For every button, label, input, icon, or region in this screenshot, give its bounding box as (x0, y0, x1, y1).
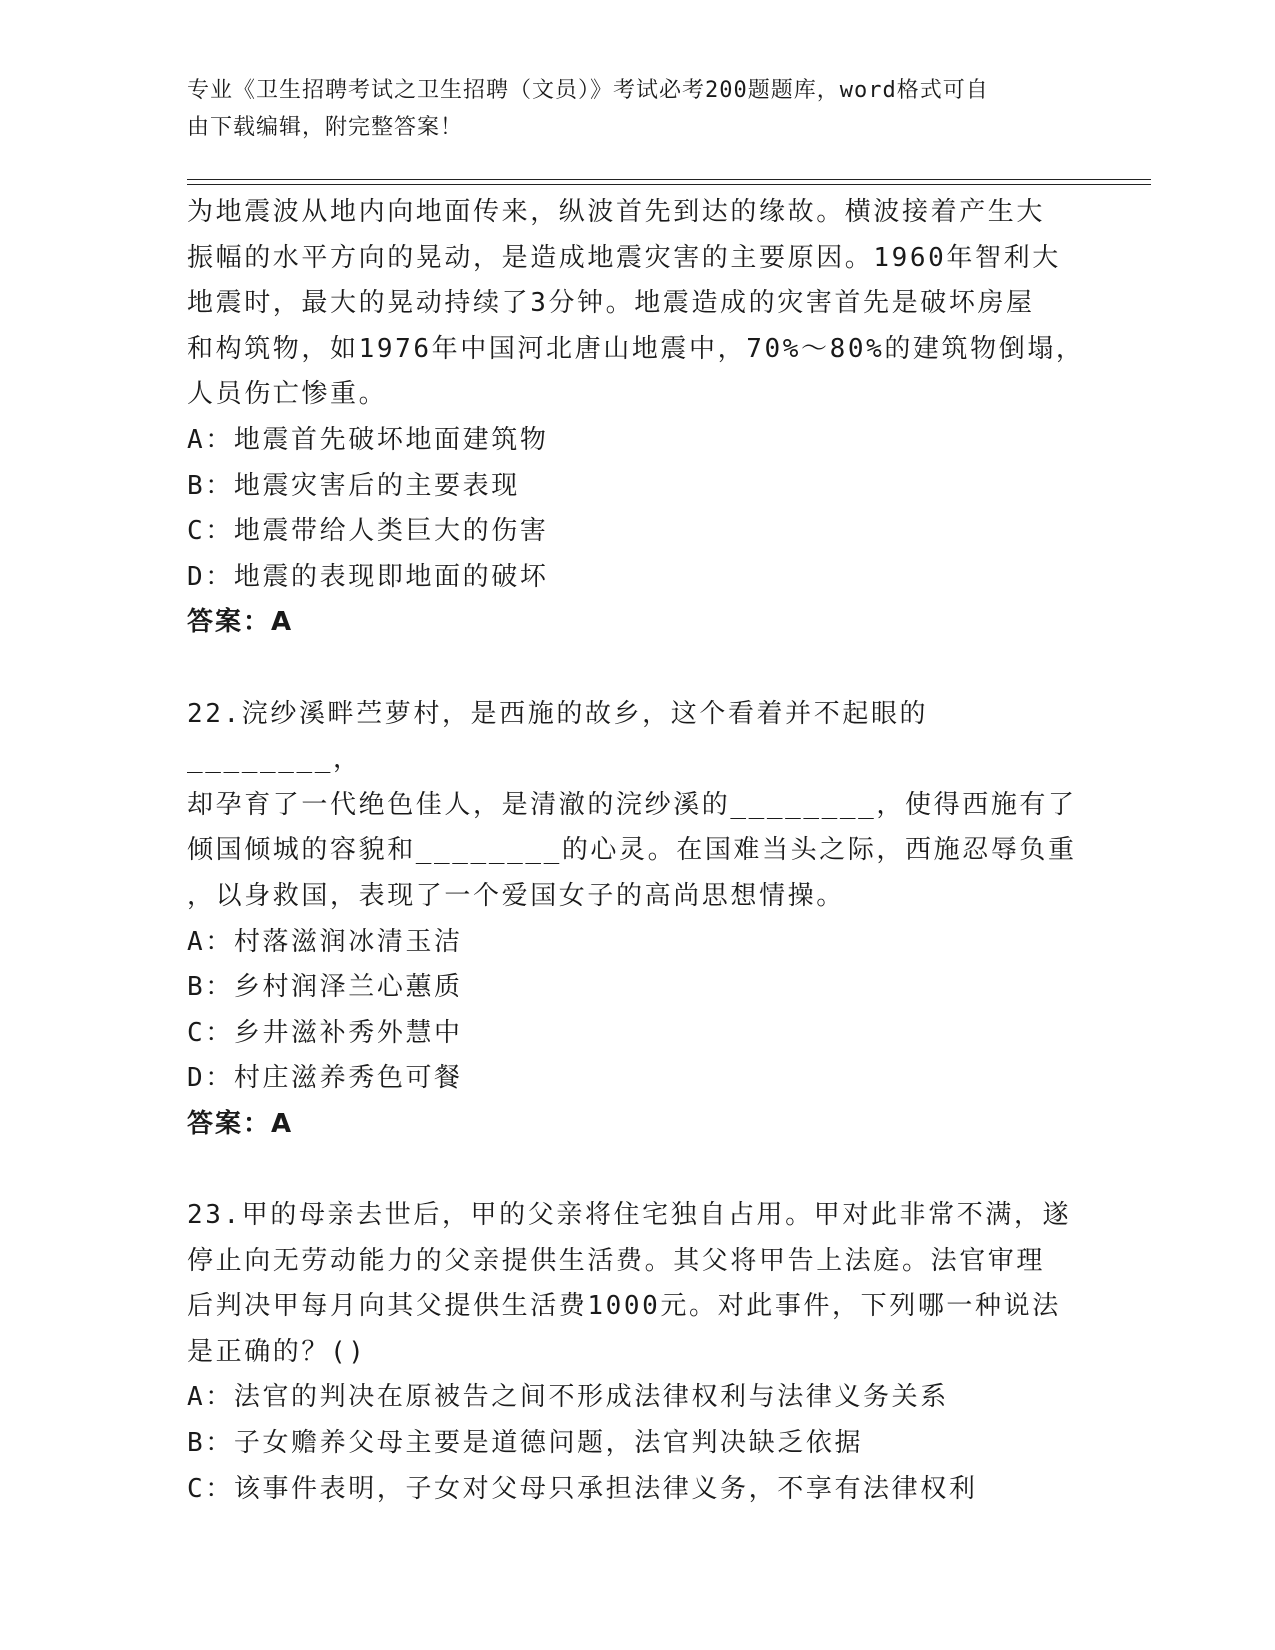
document-body (187, 190, 1087, 1512)
spacer (187, 646, 1087, 692)
header-title-line-2: 由下载编辑，附完整答案！ (187, 115, 464, 140)
option-c: C：乡井滋补秀外慧中 (187, 1017, 463, 1048)
option-b: B：乡村润泽兰心蕙质 (187, 972, 463, 1003)
question-text-line: 倾国倾城的容貌和________的心灵。在国难当头之际，西施忍辱负重 (187, 835, 1077, 866)
question-23 (187, 1193, 1087, 1512)
document-header (187, 72, 1067, 146)
question-text-line: 却孕育了一代绝色佳人，是清澈的浣纱溪的________，使得西施有了 (187, 789, 1077, 820)
question-text-line: 停止向无劳动能力的父亲提供生活费。其父将甲告上法庭。法官审理 (187, 1245, 1046, 1276)
question-text-line: 为地震波从地内向地面传来，纵波首先到达的缘故。横波接着产生大 (187, 197, 1046, 227)
question-text-line: 人员伤亡惨重。 (187, 379, 388, 410)
header-divider-bottom (187, 184, 1151, 185)
option-b: B：子女赡养父母主要是道德问题，法官判决缺乏依据 (187, 1428, 864, 1459)
question-text-line: 后判决甲每月向其父提供生活费1000元。对此事件，下列哪一种说法 (187, 1291, 1061, 1322)
header-title-line-1: 专业《卫生招聘考试之卫生招聘（文员）》考试必考200题题库，word格式可自 (187, 78, 989, 103)
question-text-line: 是正确的？() (187, 1336, 367, 1367)
answer-label: 答案：A (187, 1108, 294, 1139)
option-a: A：法官的判决在原被告之间不形成法律权利与法律义务关系 (187, 1382, 949, 1413)
question-text-line: ，以身救国，表现了一个爱国女子的高尚思想情操。 (187, 880, 845, 911)
option-a: A：村落滋润冰清玉洁 (187, 926, 463, 957)
option-d: D：地震的表现即地面的破坏 (187, 561, 549, 592)
option-a: A：地震首先破坏地面建筑物 (187, 424, 549, 455)
question-text-line: 22.浣纱溪畔苎萝村，是西施的故乡，这个看着并不起眼的________， (187, 698, 929, 775)
question-22 (187, 692, 1087, 1148)
spacer (187, 1147, 1087, 1193)
question-text-line: 和构筑物，如1976年中国河北唐山地震中，70%～80%的建筑物倒塌， (187, 333, 1085, 364)
option-b: B：地震灾害后的主要表现 (187, 470, 520, 501)
question-text-line: 地震时，最大的晃动持续了3分钟。地震造成的灾害首先是破坏房屋 (187, 288, 1035, 319)
answer-label: 答案：A (187, 607, 294, 638)
option-c: C：地震带给人类巨大的伤害 (187, 516, 549, 547)
option-c: C：该事件表明，子女对父母只承担法律义务，不享有法律权利 (187, 1473, 978, 1504)
question-text-line: 振幅的水平方向的晃动，是造成地震灾害的主要原因。1960年智利大 (187, 242, 1061, 273)
header-divider-top (187, 179, 1151, 180)
question-text-line: 23.甲的母亲去世后，甲的父亲将住宅独自占用。甲对此非常不满，遂 (187, 1200, 1072, 1231)
question-21 (187, 190, 1087, 646)
option-d: D：村庄滋养秀色可餐 (187, 1063, 463, 1094)
